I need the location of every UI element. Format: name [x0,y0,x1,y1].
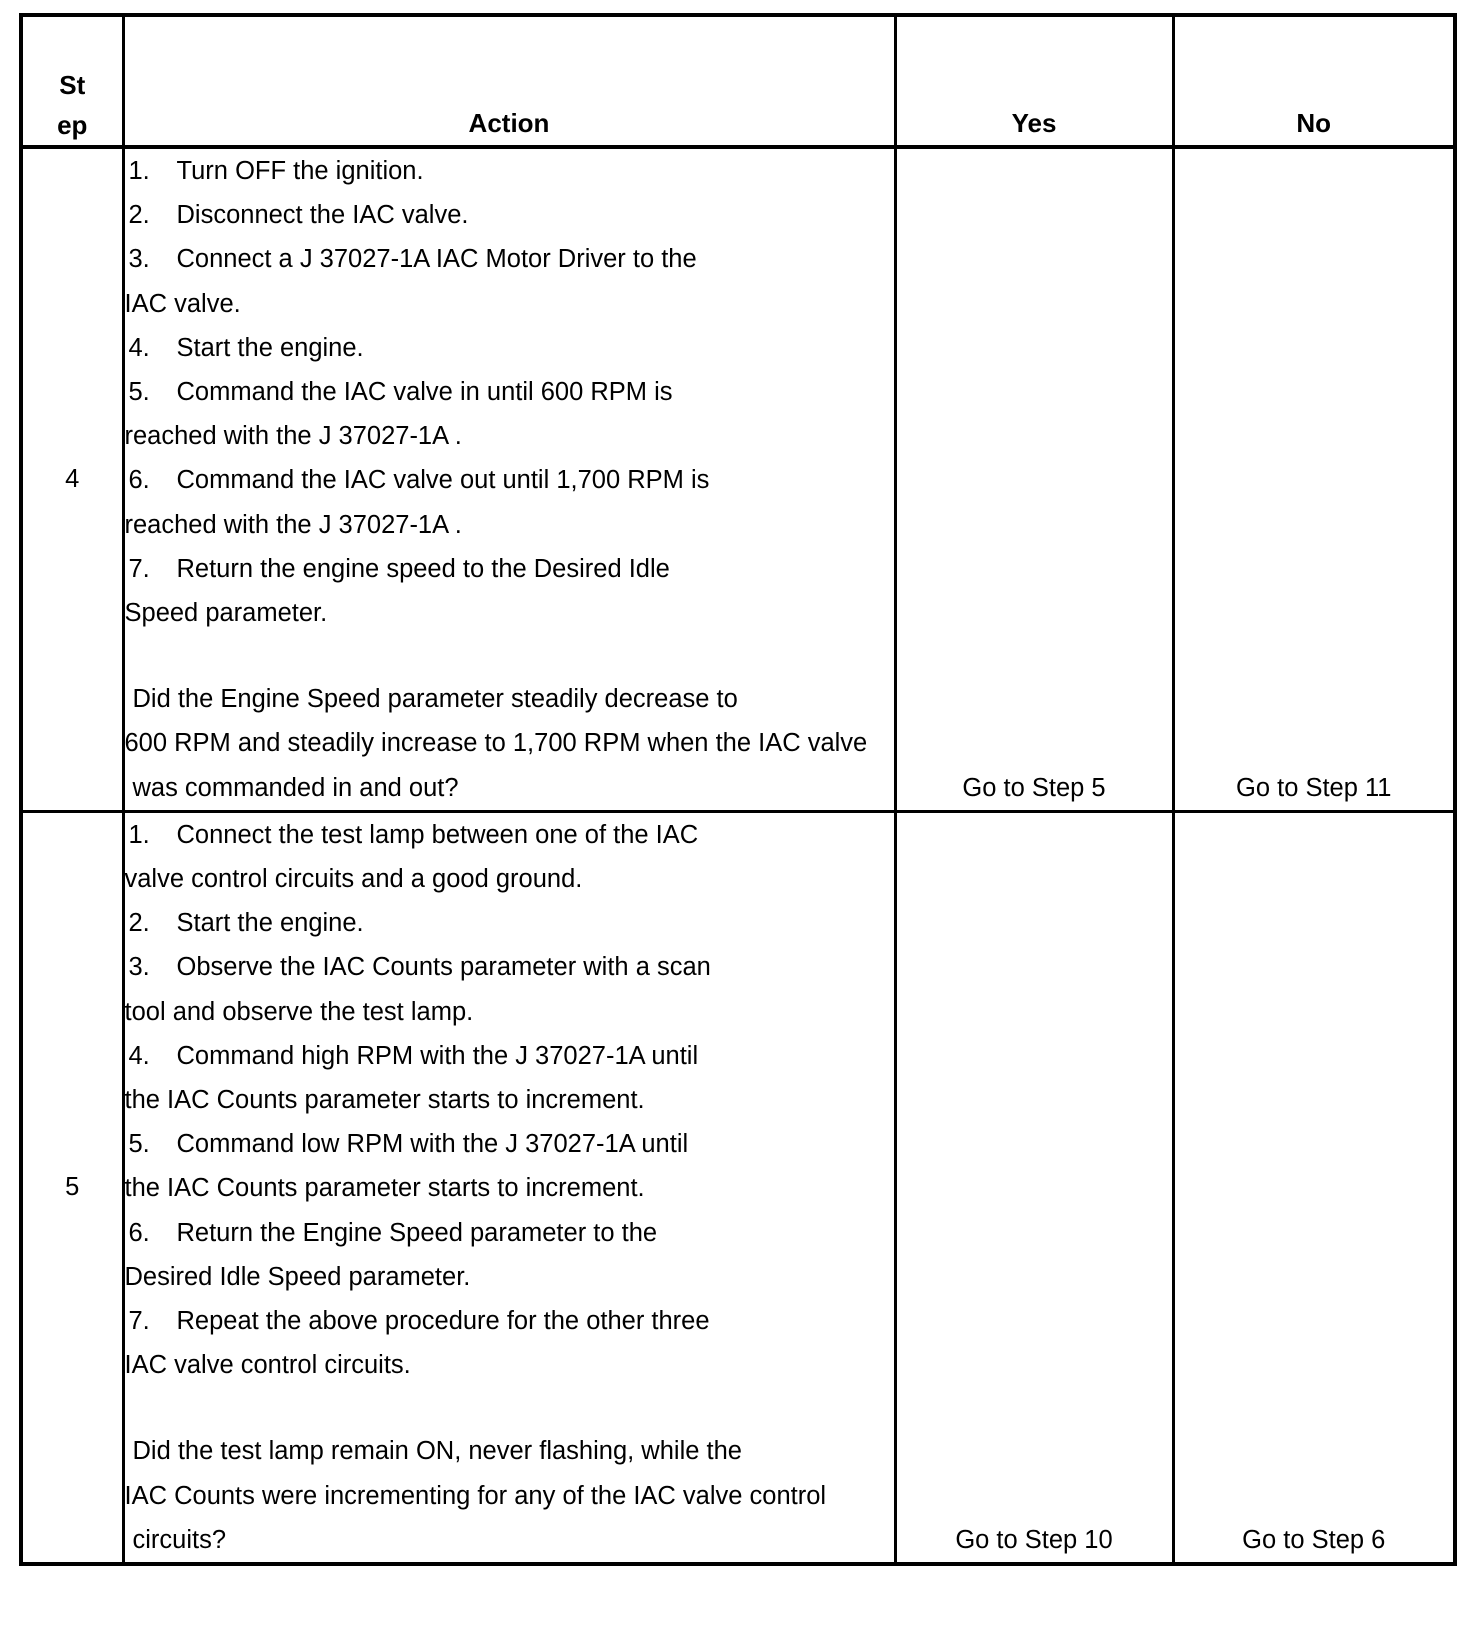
item-text: Turn OFF the ignition. [176,157,424,185]
no-cell [1173,147,1455,811]
item-number: 5. [128,1130,150,1159]
item-text: Connect a J 37027-1A IAC Motor Driver to the [176,245,697,274]
header-no: No [1173,15,1455,147]
item-text: Observe the IAC Counts parameter with a scan [176,953,711,982]
header-yes: Yes [895,15,1173,147]
yes-result: Go to Step 5 [962,773,1106,802]
list-item [125,901,894,945]
list-item [125,1299,894,1387]
item-text-cont: tool and observe the test lamp. [124,997,474,1026]
list-item [125,813,894,901]
table-row [21,811,1455,1564]
action-cell [123,811,895,1564]
item-text: Repeat the above procedure for the other three [176,1307,710,1336]
item-number: 2. [128,201,150,230]
item-number: 6. [128,466,150,495]
item-number: 5. [128,378,150,407]
list-item [125,370,894,458]
item-text: Start the engine. [176,333,364,362]
table-header-row [21,15,1455,147]
item-text-cont: reached with the J 37027-1A . [124,422,462,451]
item-text-cont: IAC valve control circuits. [124,1351,411,1380]
step-number: 5 [21,811,123,1564]
item-number: 4. [128,1041,150,1070]
item-text: Command low RPM with the J 37027-1A until [176,1130,689,1159]
list-item [125,1211,894,1299]
item-text: Connect the test lamp between one of the IAC [176,820,699,849]
diagnostic-table [19,13,1457,1566]
no-cell [1173,811,1455,1564]
list-item [125,237,894,325]
item-text-cont: Desired Idle Speed parameter. [124,1262,471,1291]
question-line: Did the Engine Speed parameter steadily decrease to [132,685,738,714]
question-text [125,677,894,810]
header-step-line2: ep [57,110,88,140]
list-item [125,945,894,1033]
item-text-cont: Speed parameter. [124,599,328,628]
question-cont: 600 RPM and steadily increase to 1,700 RPM when the IAC valve was commanded in and out? [124,729,868,802]
item-text-cont: reached with the J 37027-1A . [124,510,462,539]
item-text-cont: IAC valve. [124,289,241,318]
list-item [125,1034,894,1122]
item-text: Command high RPM with the J 37027-1A until [176,1041,699,1070]
list-item [125,1122,894,1210]
item-text: Return the Engine Speed parameter to the [176,1218,658,1247]
list-item [125,193,894,237]
list-item [125,458,894,546]
item-text-cont: the IAC Counts parameter starts to increment. [124,1174,645,1203]
action-cell [123,147,895,811]
item-text: Return the engine speed to the Desired Idle [176,554,670,583]
yes-cell [895,147,1173,811]
list-item [125,326,894,370]
step-number: 4 [21,147,123,811]
header-step [21,15,123,147]
item-number: 1. [128,157,150,185]
item-text: Disconnect the IAC valve. [176,201,469,230]
no-result: Go to Step 6 [1242,1526,1386,1555]
item-number: 4. [128,333,150,362]
item-number: 7. [128,554,150,583]
item-number: 3. [128,245,150,274]
item-text: Command the IAC valve out until 1,700 RPM is [176,466,710,495]
item-number: 6. [128,1218,150,1247]
list-item [125,149,894,193]
no-result: Go to Step 11 [1236,773,1392,802]
item-text-cont: the IAC Counts parameter starts to increment. [124,1086,645,1115]
list-item [125,547,894,635]
item-number: 3. [128,953,150,982]
yes-result: Go to Step 10 [955,1526,1113,1555]
question-text [125,1429,894,1562]
question-cont: IAC Counts were incrementing for any of the IAC valve control circuits? [124,1481,827,1554]
item-number: 1. [128,820,150,849]
header-step-line1: St [59,70,86,100]
header-action: Action [123,15,895,147]
item-text: Command the IAC valve in until 600 RPM is [176,378,673,407]
yes-cell [895,811,1173,1564]
question-line: Did the test lamp remain ON, never flashing, while the [132,1437,742,1466]
item-text: Start the engine. [176,909,364,938]
action-steps-list [125,149,894,635]
item-text-cont: valve control circuits and a good ground. [124,865,583,894]
table-row [21,147,1455,811]
action-steps-list [125,813,894,1388]
item-number: 7. [128,1307,150,1336]
item-number: 2. [128,909,150,938]
